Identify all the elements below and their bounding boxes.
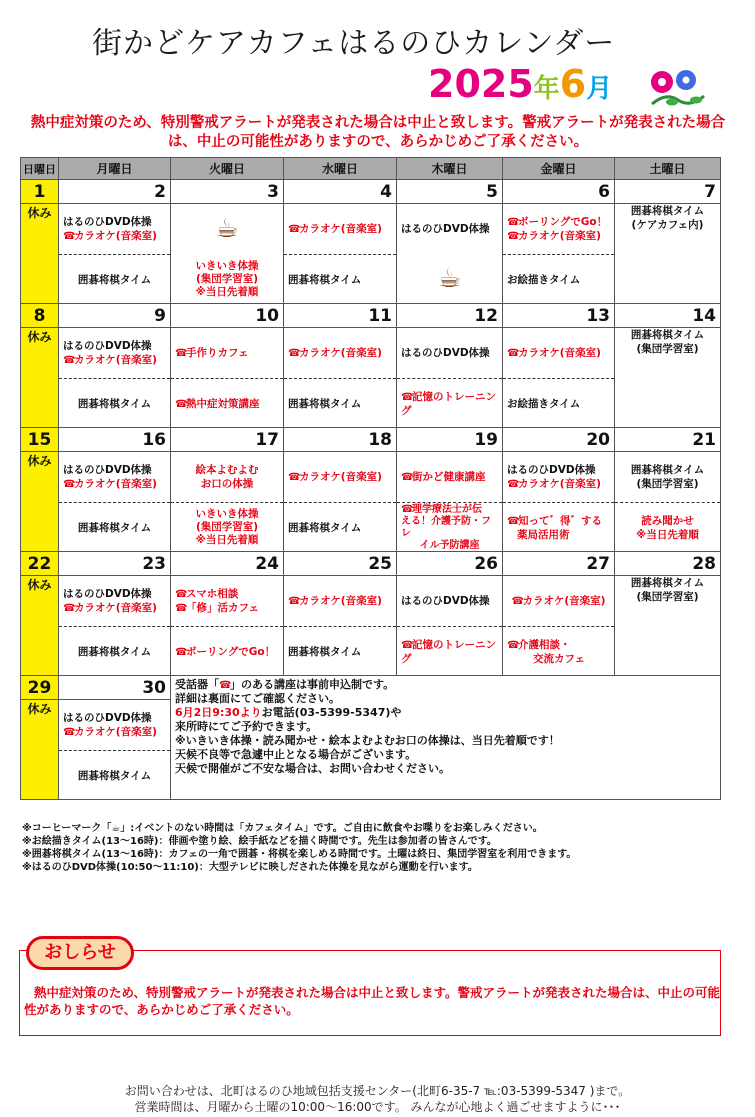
calendar-table xyxy=(20,157,721,800)
event-label: ☎スマホ相談 xyxy=(175,588,239,600)
day-cell xyxy=(59,576,171,676)
am-slot xyxy=(59,328,170,378)
am-slot xyxy=(503,452,614,502)
phone-icon: ☎ xyxy=(175,646,188,658)
am-slot xyxy=(397,204,502,254)
date: 5 xyxy=(397,180,503,204)
event-label: はるのひDVD体操 xyxy=(401,223,490,235)
date: 20 xyxy=(503,428,615,452)
date-row xyxy=(21,180,721,204)
event-label: ☎カラオケ(音楽室) xyxy=(63,602,157,614)
event-label: はるのひDVD体操 xyxy=(63,588,152,600)
day-cell xyxy=(171,204,284,304)
event-label: ☎記憶のトレーニング xyxy=(401,638,496,665)
event-label: ☎カラオケ(音楽室) xyxy=(63,726,157,738)
phone-icon: ☎ xyxy=(507,217,520,228)
am-slot xyxy=(171,576,283,626)
am-slot xyxy=(397,328,502,378)
date-row xyxy=(21,552,721,576)
event-label: ※当日先着順 xyxy=(636,528,699,541)
pm-slot xyxy=(284,626,396,676)
event-label: ☎理学療法士が伝 xyxy=(401,503,482,515)
all-day-slot xyxy=(615,328,720,356)
all-day-slot xyxy=(615,576,720,604)
event-label: ☎カラオケ(音楽室) xyxy=(507,347,601,359)
pm-slot xyxy=(171,502,283,552)
am-slot xyxy=(171,452,283,502)
info-line: 天候不良等で急遽中止となる場合がございます。 xyxy=(175,748,417,761)
date: 10 xyxy=(171,304,284,328)
sunday-closed: 休み xyxy=(21,328,59,428)
event-label: ☎カラオケ(音楽室) xyxy=(63,478,157,490)
event-label: 囲碁将棋タイム xyxy=(630,329,705,341)
event-label: ☎ボーリングでGo！ xyxy=(175,645,276,658)
event-label: (集団学習室) xyxy=(195,521,259,533)
pm-slot xyxy=(171,378,283,428)
pm-slot xyxy=(171,626,283,676)
weekday-wednesday: 水曜日 xyxy=(284,158,397,180)
info-line: 天候で開催がご不安な場合は、お問い合わせください。 xyxy=(175,762,450,775)
date: 14 xyxy=(615,304,721,328)
info-line: 6月2日9:30よりお電話(03-5399-5347)や xyxy=(175,706,402,719)
weekday-monday: 月曜日 xyxy=(59,158,171,180)
day-cell xyxy=(171,576,284,676)
date-sunday: 15 xyxy=(21,428,59,452)
phone-icon: ☎ xyxy=(401,639,414,651)
pm-slot xyxy=(503,254,614,304)
event-label: ☎カラオケ(音楽室) xyxy=(507,478,601,490)
am-slot xyxy=(503,328,614,378)
date-row xyxy=(21,304,721,328)
date: 19 xyxy=(397,428,503,452)
am-slot xyxy=(615,452,720,502)
year-suffix: 年 xyxy=(533,74,560,104)
event-label: はるのひDVD体操 xyxy=(63,340,152,352)
oshirase-label: おしらせ xyxy=(26,936,134,970)
footer xyxy=(0,1083,755,1115)
day-cell xyxy=(284,328,397,428)
am-slot xyxy=(397,576,502,626)
event-label: 囲碁将棋タイム xyxy=(288,273,362,286)
day-cell xyxy=(171,452,284,552)
month-suffix: 月 xyxy=(586,74,613,104)
date-sunday: 8 xyxy=(21,304,59,328)
pm-slot xyxy=(59,626,170,676)
phone-icon: ☎ xyxy=(507,231,520,242)
event-label: 囲碁将棋タイム xyxy=(630,205,705,217)
info-line: 詳細は裏面にてご確認ください。 xyxy=(175,692,340,705)
phone-icon: ☎ xyxy=(401,472,414,483)
day-cell xyxy=(397,576,503,676)
day-cell xyxy=(503,452,615,552)
pm-slot xyxy=(503,626,614,676)
event-label: 読み聞かせ xyxy=(641,514,694,527)
date: 13 xyxy=(503,304,615,328)
day-cell xyxy=(59,452,171,552)
event-label: ☎カラオケ(音楽室) xyxy=(288,223,382,235)
phone-icon: ☎ xyxy=(63,603,76,614)
pm-slot xyxy=(59,750,170,800)
weekday-saturday: 土曜日 xyxy=(615,158,721,180)
date: 9 xyxy=(59,304,171,328)
date: 16 xyxy=(59,428,171,452)
am-slot xyxy=(503,576,614,626)
event-label: ☎カラオケ(音楽室) xyxy=(288,347,382,359)
event-label: ☎熱中症対策講座 xyxy=(175,397,260,410)
pm-slot xyxy=(397,378,502,428)
day-cell xyxy=(397,328,503,428)
event-label: ☎記憶のトレーニング xyxy=(401,390,496,417)
event-label: 囲碁将棋タイム xyxy=(77,645,152,658)
event-label: 囲碁将棋タイム xyxy=(77,769,152,782)
event-label: (集団学習室) xyxy=(636,478,699,490)
sunday-closed: 休み xyxy=(21,700,59,800)
event-label: はるのひDVD体操 xyxy=(63,464,152,476)
phone-icon: ☎ xyxy=(401,503,414,515)
pm-slot xyxy=(615,502,720,552)
day-cell xyxy=(615,576,721,676)
phone-icon: ☎ xyxy=(288,472,301,483)
am-slot xyxy=(59,204,170,254)
info-line: ※いきいき体操・読み聞かせ・絵本よむよむお口の体操は、当日先着順です！ xyxy=(175,734,560,747)
event-label: 囲碁将棋タイム xyxy=(288,397,362,410)
am-slot xyxy=(171,328,283,378)
event-label: える！介護予防・フレ xyxy=(401,515,491,539)
phone-icon: ☎ xyxy=(507,348,520,359)
event-label: はるのひDVD体操 xyxy=(63,712,152,724)
day-cell xyxy=(615,452,721,552)
sunday-closed: 休み xyxy=(21,576,59,676)
date: 12 xyxy=(397,304,503,328)
coffee-cup-icon: ☕ xyxy=(437,264,462,294)
pm-slot xyxy=(397,254,502,304)
event-label: 囲碁将棋タイム xyxy=(77,273,152,286)
pm-slot xyxy=(284,378,396,428)
event-label: いきいき体操 xyxy=(195,508,259,520)
weekday-thursday: 木曜日 xyxy=(397,158,503,180)
day-cell xyxy=(59,204,171,304)
event-label: 囲碁将棋タイム xyxy=(77,397,152,410)
phone-icon: ☎ xyxy=(175,348,188,359)
am-slot xyxy=(503,204,614,254)
date-sunday: 22 xyxy=(21,552,59,576)
info-line: 受話器「☎」のある講座は事前申込制です。 xyxy=(175,678,395,691)
date: 24 xyxy=(171,552,284,576)
phone-icon: ☎ xyxy=(507,479,520,490)
date: 4 xyxy=(284,180,397,204)
all-day-slot xyxy=(615,204,720,232)
event-label: 囲碁将棋タイム xyxy=(288,645,362,658)
note-item: ※お絵描きタイム(13～16時)：俳画や塗り絵、絵手紙などを描く時間です。先生は参加者の皆さんです。 xyxy=(22,836,497,847)
phone-icon: ☎ xyxy=(401,391,414,403)
pm-slot xyxy=(284,502,396,552)
event-row xyxy=(21,576,721,676)
event-label: 囲碁将棋タイム xyxy=(630,464,705,476)
event-label: ☎カラオケ(音楽室) xyxy=(63,230,157,242)
event-label: はるのひDVD体操 xyxy=(507,464,596,476)
event-label: お絵描きタイム xyxy=(507,273,581,286)
event-label: はるのひDVD体操 xyxy=(63,216,152,228)
date-row xyxy=(21,676,721,700)
am-slot xyxy=(397,452,502,502)
am-slot xyxy=(59,700,170,750)
date: 26 xyxy=(397,552,503,576)
am-slot xyxy=(59,576,170,626)
event-label: 薬局活用術 xyxy=(517,528,570,541)
event-label: はるのひDVD体操 xyxy=(401,595,490,607)
day-cell xyxy=(503,204,615,304)
event-label: ☎カラオケ(音楽室) xyxy=(63,354,157,366)
am-slot xyxy=(59,452,170,502)
phone-icon: ☎ xyxy=(507,639,520,651)
pm-slot xyxy=(503,502,614,552)
info-block xyxy=(171,676,721,800)
phone-icon: ☎ xyxy=(63,355,76,366)
event-label: (集団学習室) xyxy=(636,591,699,603)
phone-icon: ☎ xyxy=(507,515,520,527)
phone-icon: ☎ xyxy=(288,596,301,607)
event-label: ☎手作りカフェ xyxy=(175,347,249,359)
day-cell xyxy=(284,576,397,676)
pm-slot xyxy=(397,626,502,676)
event-label: ☎「修」活カフェ xyxy=(175,602,259,614)
date-row xyxy=(21,428,721,452)
day-cell xyxy=(59,328,171,428)
event-label: 囲碁将棋タイム xyxy=(630,577,705,589)
phone-icon: ☎ xyxy=(63,231,76,242)
heat-notice-top: 熱中症対策のため、特別警戒アラートが発表された場合は中止と致します。警戒アラートが発表された場合は、中止の可能性がありますので、あらかじめご了承ください。 xyxy=(30,115,726,150)
notes-list xyxy=(22,822,732,874)
day-cell xyxy=(171,328,284,428)
month: 6 xyxy=(559,62,587,106)
date: 21 xyxy=(615,428,721,452)
day-cell xyxy=(615,204,721,304)
event-label: ☎カラオケ(音楽室) xyxy=(507,230,601,242)
event-label: 囲碁将棋タイム xyxy=(77,521,152,534)
pm-slot xyxy=(171,254,283,304)
event-row xyxy=(21,328,721,428)
page-title: 街かどケアカフェはるのひカレンダー xyxy=(92,26,616,61)
event-label: いきいき体操 xyxy=(195,259,259,272)
weekday-header-row xyxy=(21,158,721,180)
event-label: 絵本よむよむ xyxy=(195,464,259,476)
footer-contact: お問い合わせは、北町はるのひ地域包括支援センター(北町6-35-7 ℡:03-5399-5347 )まで。 xyxy=(124,1084,631,1098)
day-cell xyxy=(284,452,397,552)
note-item: ※コーヒーマーク「☕」:イベントのない時間は「カフェタイム」です。ご自由に飲食やお喋りをお楽しみください。 xyxy=(22,823,543,834)
date: 6 xyxy=(503,180,615,204)
year: 2025 xyxy=(428,62,534,106)
date: 27 xyxy=(503,552,615,576)
event-label: ☎カラオケ(音楽室) xyxy=(288,595,382,607)
day-cell xyxy=(397,452,503,552)
date: 30 xyxy=(59,676,171,700)
phone-icon: ☎ xyxy=(175,603,188,614)
phone-icon: ☎ xyxy=(63,727,76,738)
event-row xyxy=(21,452,721,552)
day-cell xyxy=(397,204,503,304)
event-label: 囲碁将棋タイム xyxy=(288,521,362,534)
date: 25 xyxy=(284,552,397,576)
phone-icon: ☎ xyxy=(288,348,301,359)
weekday-friday: 金曜日 xyxy=(503,158,615,180)
date: 28 xyxy=(615,552,721,576)
note-item: ※囲碁将棋タイム(13～16時)：カフェの一角で囲碁・将棋を楽しめる時間です。土曜は終日、集団学習室を利用できます。 xyxy=(22,849,577,860)
pm-slot xyxy=(397,502,502,552)
footer-hours: 営業時間は、月曜から土曜の10:00～16:00です。 みんなが心地よく過ごせますように･･･ xyxy=(134,1100,621,1114)
phone-icon: ☎ xyxy=(63,479,76,490)
event-label: イル予防講座 xyxy=(419,539,480,551)
am-slot xyxy=(284,452,396,502)
day-cell xyxy=(284,204,397,304)
year-month-heading xyxy=(428,62,612,106)
date: 18 xyxy=(284,428,397,452)
event-label: (集団学習室) xyxy=(636,343,699,355)
info-line: 来所時にてご予約できます。 xyxy=(175,720,318,733)
am-slot xyxy=(171,204,283,254)
event-label: (ケアカフェ内) xyxy=(631,219,704,231)
morning-glory-icon xyxy=(648,66,708,110)
am-slot xyxy=(284,576,396,626)
sunday-closed: 休み xyxy=(21,204,59,304)
event-label: お口の体操 xyxy=(200,478,254,490)
date: 7 xyxy=(615,180,721,204)
pm-slot xyxy=(503,378,614,428)
event-row xyxy=(21,204,721,304)
date-sunday: 1 xyxy=(21,180,59,204)
day-cell xyxy=(503,328,615,428)
event-label: ☎カラオケ(音楽室) xyxy=(288,471,382,483)
phone-icon: ☎ xyxy=(175,398,188,410)
am-slot xyxy=(284,328,396,378)
oshirase-text: 熱中症対策のため、特別警戒アラートが発表された場合は中止と致します。警戒アラートが発表された場合は、中止の可能性がありますので、あらかじめご了承ください。 xyxy=(24,985,721,1017)
pm-slot xyxy=(59,502,170,552)
pm-slot xyxy=(284,254,396,304)
phone-icon: ☎ xyxy=(175,589,188,600)
day-cell xyxy=(615,328,721,428)
day-cell xyxy=(503,576,615,676)
phone-icon: ☎ xyxy=(511,596,525,607)
coffee-cup-icon: ☕ xyxy=(215,214,239,244)
am-slot xyxy=(284,204,396,254)
event-label: お絵描きタイム xyxy=(507,397,581,410)
event-label: はるのひDVD体操 xyxy=(401,347,490,359)
date: 2 xyxy=(59,180,171,204)
weekday-tuesday: 火曜日 xyxy=(171,158,284,180)
event-label: 交流カフェ xyxy=(533,652,585,665)
event-label: ☎ボーリングでGo！ xyxy=(507,216,608,228)
note-item: ※はるのひDVD体操(10:50～11:10)：大型テレビに映しだされた体操を見ながら運動を行います。 xyxy=(22,862,478,873)
phone-icon: ☎ xyxy=(288,224,301,235)
sunday-closed: 休み xyxy=(21,452,59,552)
event-label: ☎知って゛得゛する xyxy=(507,514,602,527)
pm-slot xyxy=(59,254,170,304)
event-label: ☎街かど健康講座 xyxy=(401,471,486,483)
event-label: ※当日先着順 xyxy=(195,534,259,546)
event-label: ☎介護相談・ xyxy=(507,638,571,651)
event-label: ☎カラオケ(音楽室) xyxy=(511,595,606,607)
date: 17 xyxy=(171,428,284,452)
event-label: (集団学習室) xyxy=(195,272,259,285)
date-sunday: 29 xyxy=(21,676,59,700)
day-cell xyxy=(59,700,171,800)
date: 23 xyxy=(59,552,171,576)
pm-slot xyxy=(59,378,170,428)
weekday-sunday: 日曜日 xyxy=(21,158,59,180)
date: 11 xyxy=(284,304,397,328)
phone-icon: ☎ xyxy=(219,680,232,691)
event-label: ※当日先着順 xyxy=(195,285,259,298)
date: 3 xyxy=(171,180,284,204)
